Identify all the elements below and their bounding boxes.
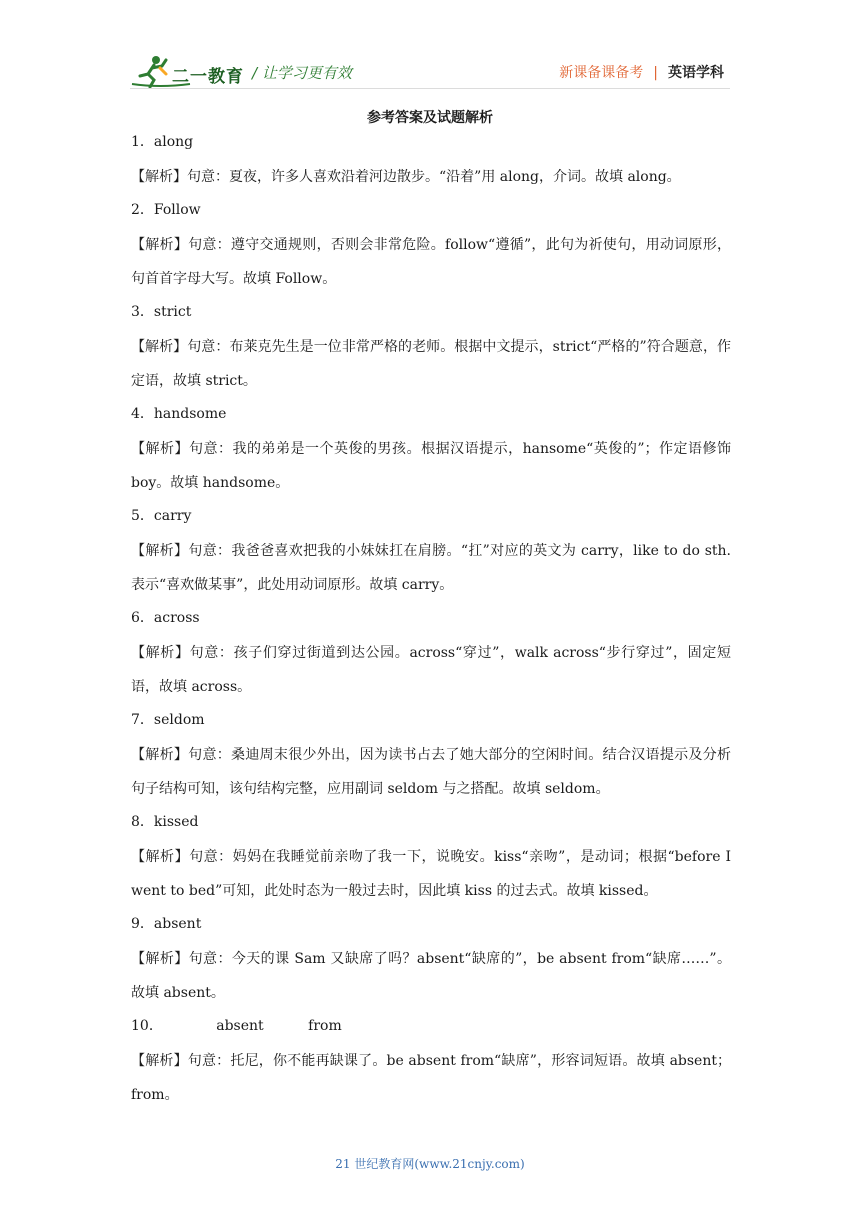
answer-number: 8．kissed [131, 814, 199, 830]
analysis-text: 【解析】句意：孩子们穿过街道到达公园。across“穿过”，walk across“步行穿过”，固定短语，故填 across。 [131, 645, 731, 695]
header-divider [130, 88, 730, 89]
analysis-text: 【解析】句意：我爸爸喜欢把我的小妹妹扛在肩膀。“扛”对应的英文为 carry，like to do sth. 表示“喜欢做某事”，此处用动词原形。故填 carry。 [131, 543, 731, 593]
answer-list [131, 134, 731, 1120]
analysis-text: 【解析】句意：布莱克先生是一位非常严格的老师。根据中文提示，strict“严格的”符合题意，作定语，故填 strict。 [131, 339, 731, 389]
answer-item [131, 916, 731, 1010]
analysis-text: 【解析】句意：桑迪周末很少外出，因为读书占去了她大部分的空闲时间。结合汉语提示及分析句子结构可知，该句结构完整，应用副词 seldom 与之搭配。故填 seldom。 [131, 747, 731, 797]
answer-number: 9．absent [131, 916, 202, 932]
answer-item [131, 202, 731, 296]
page-title: 参考答案及试题解析 [367, 110, 493, 126]
answer-item [131, 406, 731, 500]
header-separator: | [653, 65, 658, 81]
slogan: / 让学习更有效 [252, 64, 352, 82]
answer-number: 6．across [131, 610, 200, 626]
analysis-text: 【解析】句意：我的弟弟是一个英俊的男孩。根据汉语提示，hansome“英俊的”；作定语修饰 boy。故填 handsome。 [131, 441, 731, 491]
answer-number: 3．strict [131, 304, 192, 320]
answer-item [131, 1018, 731, 1112]
logo-text: 二一教育 [172, 67, 244, 87]
answer-number: 2．Follow [131, 202, 201, 218]
header-subject [559, 62, 724, 82]
answer-item [131, 508, 731, 602]
page-footer: 21 世纪教育网(www.21cnjy.com) [335, 1157, 525, 1171]
answer-number: 1．along [131, 134, 194, 150]
answer-number: 7．seldom [131, 712, 205, 728]
header-subject-label: 英语学科 [668, 65, 724, 81]
analysis-text: 【解析】句意：妈妈在我睡觉前亲吻了我一下，说晚安。kiss“亲吻”，是动词；根据“before I went to bed”可知，此处时态为一般过去时，因此填 kiss 的过去式。故填 kissed。 [131, 849, 731, 899]
answer-item [131, 134, 731, 194]
header-course-label: 新课备课备考 [559, 65, 644, 81]
analysis-text: 【解析】句意：托尼，你不能再缺课了。be absent from“缺席”，形容词短语。故填 absent；from。 [131, 1053, 731, 1103]
analysis-text: 【解析】句意：今天的课 Sam 又缺席了吗？absent“缺席的”，be absent from“缺席……”。故填 absent。 [131, 951, 731, 1001]
answer-item [131, 814, 731, 908]
answer-item [131, 304, 731, 398]
page-header [0, 0, 860, 100]
answer-number: 10． absent from [131, 1018, 342, 1034]
answer-number: 4．handsome [131, 406, 227, 422]
analysis-text: 【解析】句意：遵守交通规则，否则会非常危险。follow“遵循”，此句为祈使句，用动词原形，句首首字母大写。故填 Follow。 [131, 237, 731, 287]
answer-item [131, 610, 731, 704]
analysis-text: 【解析】句意：夏夜，许多人喜欢沿着河边散步。“沿着”用 along，介词。故填 along。 [131, 169, 681, 185]
answer-item [131, 712, 731, 806]
answer-number: 5．carry [131, 508, 192, 524]
